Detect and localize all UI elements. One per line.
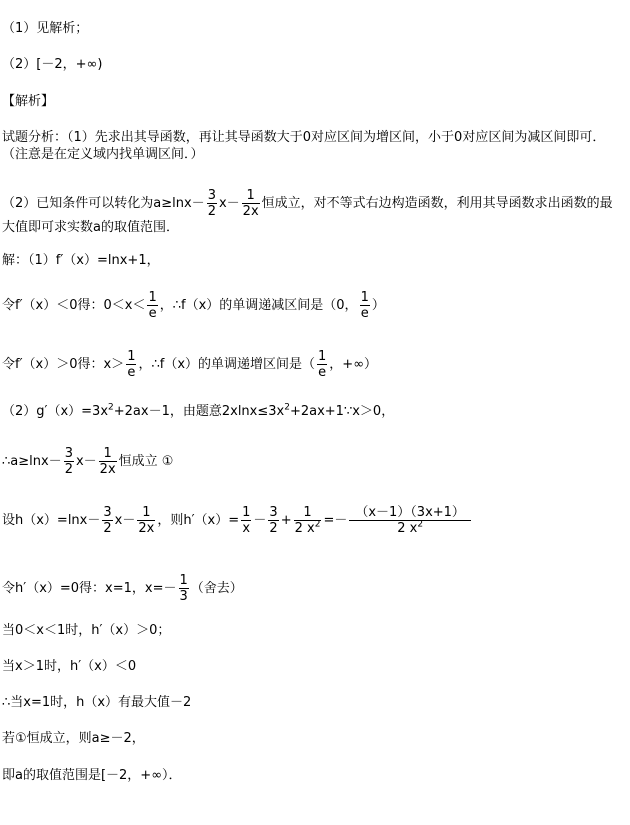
solution-step-2: 令f′（x）＜0得：0＜x＜ $\frac{1}{e}$ ，∴f（x）的单调递减区间是（0， $\frac{1}{e}$ ） <box>2 290 385 321</box>
fraction-1-over-2x: $\frac{1}{2x}$ <box>242 188 259 219</box>
fraction-3-over-2: $\frac{3}{2}$ <box>207 188 216 219</box>
solution-step-5: ∴a≥lnx－ $\frac{3}{2}$ x－ $\frac{1}{2x}$ 恒成立 ① <box>2 446 174 477</box>
fraction-1-over-3: $\frac{1}{3}$ <box>179 573 188 604</box>
fraction-1-over-2x-squared: $\frac{1}{2 x^2}$ <box>294 505 321 536</box>
fraction-1-over-e: $\frac{1}{e}$ <box>318 349 327 380</box>
fraction-1-over-e: $\frac{1}{e}$ <box>127 349 136 380</box>
solution-step-6: 设h（x）=lnx－ $\frac{3}{2}$ x－ $\frac{1}{2x}$ ，则h′（x）= $\frac{1}{x}$ － $\frac{3}{2}$ + $\frac{1}{2 x^2}$ =－ $\frac{(x-1)(3x+1)}{2 x^2}$ <box>2 505 473 536</box>
section-title: 【解析】 <box>2 94 55 109</box>
fraction-1-over-x: $\frac{1}{x}$ <box>242 505 251 536</box>
fraction-1-over-2x: $\frac{1}{2x}$ <box>99 446 116 477</box>
solution-step-1: 解：（1）f′（x）=lnx+1， <box>2 253 160 268</box>
fraction-1-over-e: $\frac{1}{e}$ <box>148 290 157 321</box>
solution-step-11: 若①恒成立，则a≥－2， <box>2 731 145 746</box>
fraction-3-over-2: $\frac{3}{2}$ <box>64 446 73 477</box>
solution-step-3: 令f′（x）＞0得：x＞ $\frac{1}{e}$ ，∴f（x）的单调递增区间是（ $\frac{1}{e}$ ，+∞） <box>2 349 378 380</box>
fraction-3-over-2: $\frac{3}{2}$ <box>103 505 112 536</box>
fraction-3-over-2: $\frac{3}{2}$ <box>269 505 278 536</box>
solution-step-10: ∴当x=1时，h（x）有最大值－2 <box>2 695 192 710</box>
answer-2: （2）[－2，+∞) <box>2 57 103 72</box>
solution-step-9: 当x＞1时，h′（x）＜0 <box>2 659 137 674</box>
fraction-1-over-2x: $\frac{1}{2x}$ <box>138 505 155 536</box>
solution-step-4: $(2)g'(x)=3x^2+2ax-1$，由题意$2xlnx\le 3x^2+2ax+1\because x>0$， <box>2 402 395 419</box>
answer-1: （1）见解析； <box>2 21 89 36</box>
solution-step-12: 即a的取值范围是[－2，+∞）． <box>2 768 182 783</box>
solution-step-8: 当0＜x＜1时，h′（x）＞0； <box>2 623 171 638</box>
fraction-1-over-e: $\frac{1}{e}$ <box>360 290 369 321</box>
derivative-fraction: $\frac{(x-1)(3x+1)}{2 x^2}$ <box>349 505 471 536</box>
solution-step-7: 令h′（x）=0得：x=1，x=－ $\frac{1}{3}$ （舍去） <box>2 573 243 604</box>
analysis-part-2: （2）已知条件可以转化为a≥lnx－ $\frac{3}{2}$ x－ $\frac{1}{2x}$ 恒成立，对不等式右边构造函数，利用其导函数求出函数的最大值即可求实数a的取值范围． <box>2 188 613 235</box>
analysis-part-1: 试题分析：（1）先求出其导函数，再让其导函数大于0对应区间为增区间，小于0对应区间为减区间即可．（注意是在定义域内找单调区间．） <box>2 130 606 162</box>
